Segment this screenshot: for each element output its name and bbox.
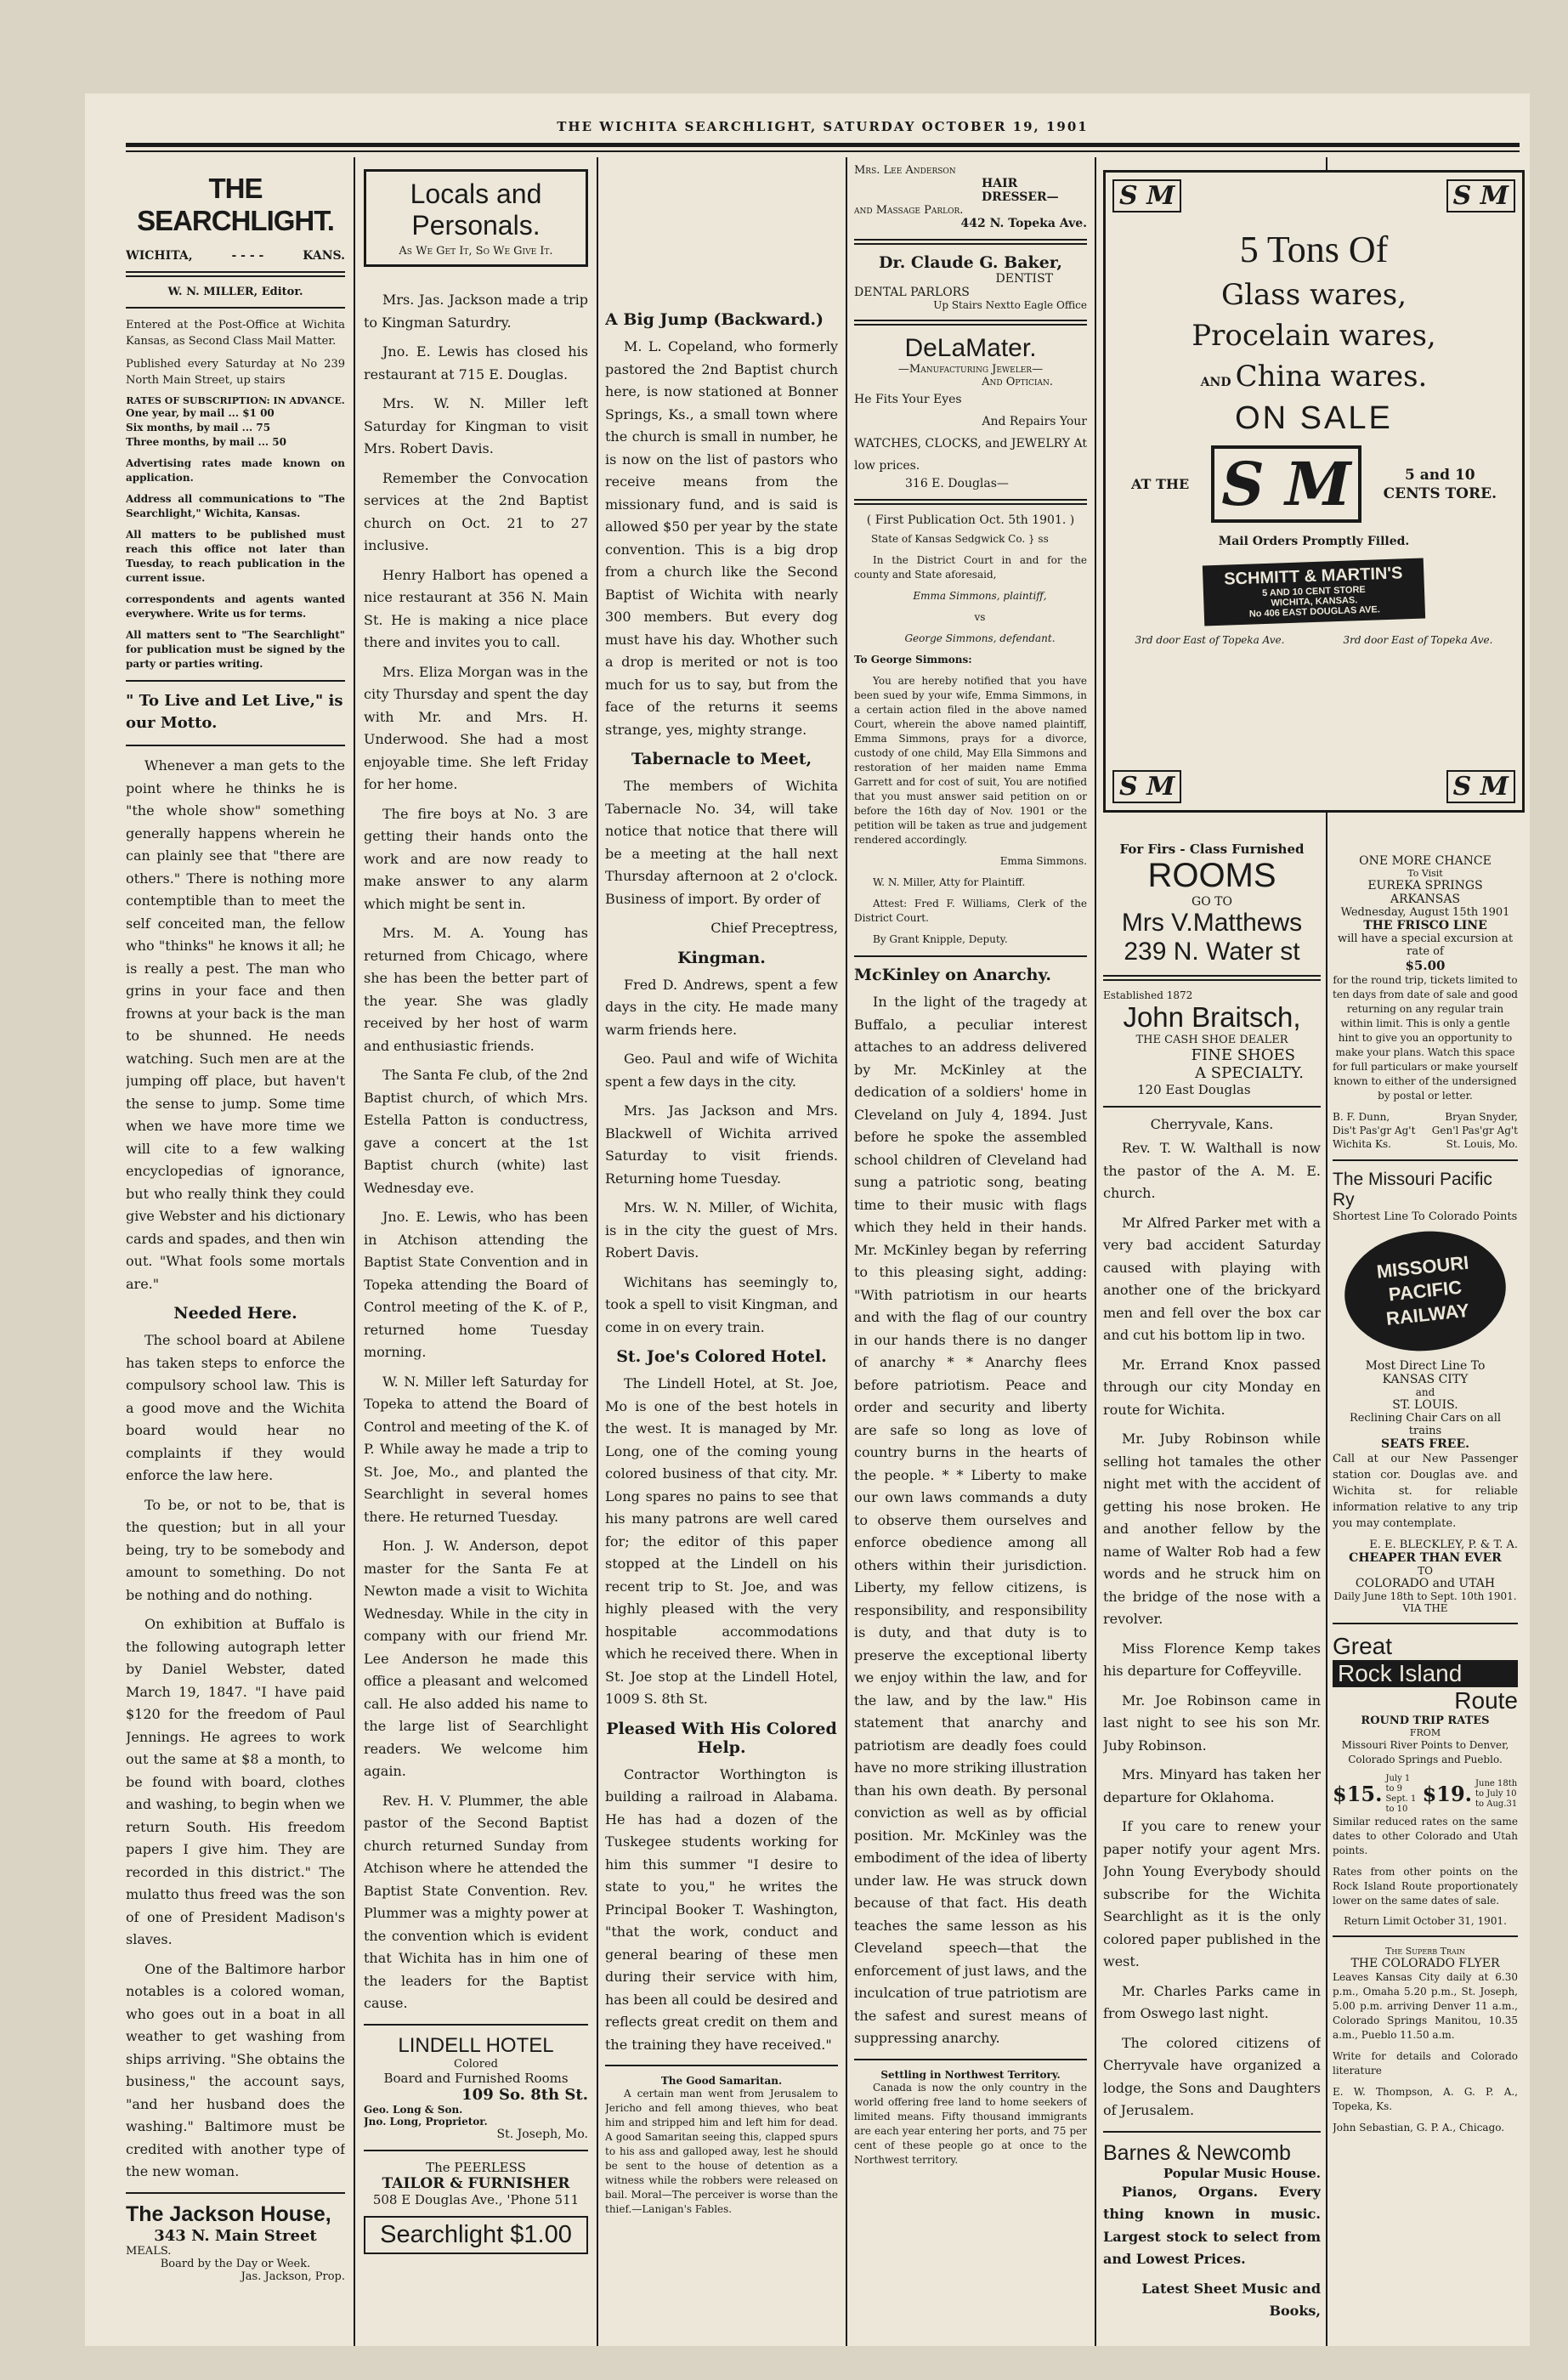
- mopac-title: The Missouri Pacific Ry: [1333, 1170, 1492, 1210]
- article-paragraph: M. L. Copeland, who formerly pastored the 2nd Baptist church here, is now stationed at Bonner Springs, Ks., a small town where the church is small in number, he is now on the list of pastors who receive means from the missionary fund, and is said is allowed $50 per year by the state convention. This is a big drop from a church like the Second Baptist of Wichita with nearly 300 members. But every dog must have his day. Whother such a drop is merited or not is too much for us to say, but from the face of the returns it seems strange, yes, mighty strange.: [605, 338, 838, 738]
- round-trip-rates: ROUND TRIP RATES: [1361, 1714, 1490, 1727]
- agent-dunn-title: Dis't Pas'gr Ag't: [1333, 1125, 1416, 1136]
- barnes-desc: Pianos, Organs. Every thing known in music. Largest stock to select from and Lowest Prices.: [1103, 2183, 1321, 2267]
- schmitt-city: WICHITA, KANSAS.: [1271, 595, 1358, 609]
- legal-body: You are hereby notified that you have been sued by your wife, Emma Simmons, in a certain action filed in the above named Court, wherein the above named plaintiff, Emma Simmons, prays for a divorce, custody of one child, May Ella Simmons and restoration of her maiden name Emma Garrett and for cost of suit, You are notified that you must answer said petition on or before the 16th day of Nov. 1901 or the petition will be taken as true and judgement rendered accordingly.: [854, 675, 1087, 846]
- locals-title: Locals and Personals.: [410, 178, 542, 241]
- barnes-books: Latest Sheet Music and Books,: [1141, 2280, 1321, 2319]
- rate-15-dates: July 1 to 9 Sept. 1 to 10: [1385, 1774, 1417, 1814]
- lindell-owner: Geo. Long & Son.: [364, 2103, 463, 2116]
- divider: [1333, 1159, 1518, 1161]
- column-5: [1103, 842, 1321, 2346]
- schmitt-name: SCHMITT & MARTIN'S: [1223, 564, 1403, 589]
- agent-dunn-city: Wichita Ks.: [1333, 1138, 1391, 1150]
- divider: [1333, 1935, 1518, 1937]
- door-note: 3rd door East of Topeka Ave.: [1135, 634, 1285, 646]
- to-visit: To Visit: [1407, 868, 1443, 879]
- cherryvale-item: Rev. T. W. Walthall is now the pastor of the A. M. E. church.: [1103, 1140, 1321, 1201]
- anderson-address: 442 N. Topeka Ave.: [960, 217, 1087, 230]
- lindell-board: Board and Furnished Rooms: [383, 2070, 569, 2086]
- eureka-springs: EUREKA SPRINGS ARKANSAS: [1367, 879, 1483, 906]
- lindell-title: LINDELL HOTEL: [398, 2033, 554, 2057]
- column-3: [605, 157, 838, 2346]
- glass-line: Glass wares,: [1220, 278, 1407, 312]
- mopac-shortest: Shortest Line To Colorado Points: [1333, 1210, 1518, 1223]
- jackson-house-meals: MEALS.: [126, 2244, 172, 2258]
- braitsch-address: 120 East Douglas: [1137, 1082, 1251, 1097]
- sm-logo: S M: [1446, 179, 1515, 212]
- rooms-name: Mrs V.Matthews: [1121, 909, 1303, 937]
- anderson-dresser: DRESSER—: [982, 190, 1059, 204]
- peerless-the: The PEERLESS: [426, 2159, 526, 2175]
- rooms-go: GO TO: [1192, 895, 1232, 909]
- dateline-dash: - - - -: [231, 249, 264, 263]
- article-paragraph: The Lindell Hotel, at St. Joe, Mo is one of the best hotels in the west. It is managed by Mr. Long, one of the coming young colored business of that city. Mr. Long spares no pains to see that his many patrons are well cared for; the editor of this paper stopped at the Lindell on his recent trip to St. Joe, and was highly pleased with the very hospitable accommodations which he received there. When in St. Joe stop at the Lindell Hotel, 1009 S. 8th St.: [605, 1375, 838, 1707]
- barnes-name: Barnes & Newcomb: [1103, 2140, 1291, 2165]
- cherryvale-item: Miss Florence Kemp takes his departure for Coffeyville.: [1103, 1640, 1321, 1679]
- cherryvale-heading: Cherryvale, Kans.: [1150, 1116, 1274, 1132]
- article-heading: A Big Jump (Backward.): [605, 310, 824, 329]
- rock-island-great: Great: [1333, 1633, 1393, 1659]
- locals-subtitle: As We Get It, So We Give It.: [399, 245, 553, 258]
- excursion-rate: will have a special excursion at rate of: [1337, 932, 1514, 958]
- local-item: W. N. Miller left Saturday for Topeka to attend the Board of Control and meeting of the K. of P. While away he made a trip to St. Joe, Mo., and planted the Searchlight in several homes there. He returned Tuesday.: [364, 1373, 588, 1525]
- article-paragraph: Geo. Paul and wife of Wichita spent a few days in the city.: [605, 1051, 838, 1090]
- superb-train: The Superb Train: [1385, 1946, 1465, 1957]
- sm-logo: S M: [1112, 770, 1181, 803]
- rate-15: $15.: [1333, 1782, 1383, 1806]
- legal-vs: vs: [974, 611, 986, 623]
- colorado-flyer: THE COLORADO FLYER: [1350, 1957, 1500, 1970]
- rates-heading: RATES OF SUBSCRIPTION: IN ADVANCE.: [126, 395, 345, 406]
- station-info: Call at our New Passenger station cor. Douglas ave. and Wichita st. for reliable information relative to any trip you may contemplate.: [1333, 1453, 1518, 1530]
- rates-points: Missouri River Points to Denver, Colorado Springs and Pueblo.: [1341, 1739, 1509, 1765]
- article-paragraph: Mrs. W. N. Miller, of Wichita, is in the city the guest of Mrs. Robert Davis.: [605, 1199, 838, 1261]
- baker-title: DENTIST: [995, 272, 1053, 286]
- signature: Chief Preceptress,: [710, 920, 838, 936]
- divider: [605, 2065, 838, 2066]
- cents-line: 5 and 10: [1405, 466, 1475, 484]
- excursion-date: Wednesday, August 15th 1901: [1340, 906, 1510, 919]
- via-the: VIA THE: [1402, 1602, 1448, 1614]
- searchlight-price: Searchlight $1.00: [380, 2220, 572, 2248]
- article-heading: Pleased With His Colored Help.: [606, 1719, 837, 1757]
- divider: [126, 2192, 345, 2194]
- agents-notice: correspondents and agents wanted everywhere. Write us for terms.: [126, 593, 345, 620]
- divider: [364, 2024, 588, 2026]
- similar-rates: Similar reduced rates on the same dates to other Colorado and Utah points.: [1333, 1816, 1518, 1856]
- tons-line: 5 Tons Of: [1239, 229, 1389, 270]
- searchlight-subscription-ad: [364, 2216, 588, 2254]
- direct-line: Most Direct Line To: [1365, 1359, 1486, 1373]
- legal-court: In the District Court in and for the county and State aforesaid,: [854, 554, 1087, 581]
- rock-island-route: Route: [1454, 1687, 1518, 1714]
- article-paragraph: To be, or not to be, that is the question; but in all your being, try to be somebody and amount to something. Do not be nothing and do nothing.: [126, 1496, 345, 1603]
- delamater-eyes: He Fits Your Eyes: [854, 393, 962, 406]
- article-heading: The Good Samaritan.: [660, 2075, 783, 2087]
- cherryvale-item: Mr. Juby Robinson while selling hot tamales the other night met with the accident of getting his nose broken. He and another fellow by the name of Walter Rob had a few words and he struck him on the bridge of the nose with a revolver.: [1103, 1431, 1321, 1627]
- daily-dates: Daily June 18th to Sept. 10th 1901.: [1333, 1590, 1517, 1602]
- local-item: Jno. E. Lewis, who has been in Atchison attending the Baptist State Convention and in Topeka attending the Board of Control meeting of the K. of P., returned home Tuesday morning.: [364, 1209, 588, 1360]
- signature-notice: All matters sent to "The Searchlight" for publication must be signed by the party or parties writing.: [126, 629, 345, 670]
- article-paragraph: A certain man went from Jerusalem to Jericho and fell among thieves, who beat him and stripped him and left him for dead. A good Samaritan seeing this, clapped spurs to his ass and galloped away, lest he should be sent to the house of detention as a witness while the robbers were released on bail. Moral—The perceiver is worse than the thief.—Lanigan's Fables.: [605, 2088, 838, 2215]
- cherryvale-item: Mr Alfred Parker met with a very bad accident Saturday caused with playing with another one of the brickyard men and fell over the box car and cut his bottom lip in two.: [1103, 1214, 1321, 1343]
- article-paragraph: The school board at Abilene has taken steps to enforce the compulsory school law. This is a good move and the Wichita board would hear no complaints if they would enforce the law here.: [126, 1332, 345, 1483]
- article-paragraph: In the light of the tragedy at Buffalo, a peculiar interest attaches to an address delivered by Mr. McKinley at the dedication of a soldiers' home in Cleveland on July 4, 1894. Just before he spoke the assembled school children of Cleveland had sung a patriotic song, beating time to their music with flags which they held in their hands. Mr. McKinley began by referring to this pleasing sight, adding: "With patriotism in our hearts and with the flag of our country in our hands there is no danger of anarchy * * Anarchy flees before patriotism. Peace and order and security and liberty are safe so long as love of country burns in the hearts of the people. * * Liberty to make our own laws commands a duty to observe them ourselves and enforce obedience among all others within their jurisdiction. Liberty, my fellow citizens, is responsibility, and responsibility is duty, and that duty is to preserve the exceptional liberty we enjoy within the law, and for the law, and by the law." His statement that anarchy and patriotism are deadly foes could have no more striking illustration than his own death. By personal conviction as well as by official position. Mr. McKinley was the embodiment of the idea of liberty under law. He was struck down because of that fact. His death teaches the same lesson as his Cleveland speech—that the enforcement of just laws, and the inculcation of true patriotism are the safest and surest means of suppressing anarchy.: [854, 994, 1087, 2046]
- rate-row: Six months, by mail ... 75: [126, 422, 271, 434]
- article-paragraph: Contractor Worthington is building a railroad in Alabama. He has had a dozen of the Tuskegee students working for him this summer "I desire to state to you," he writes the Principal Booker T. Washington, "that the work, conduct and general bearing of these men during their service with him, has been all could be desired and reflects great credit on them and the training they have received.": [605, 1765, 838, 2053]
- st-louis: ST. LOUIS.: [1392, 1398, 1458, 1412]
- rate-row: One year, by mail ... $1 00: [126, 407, 275, 419]
- local-item: Rev. H. V. Plummer, the able pastor of the Second Baptist church returned Sunday from Atchison where he attended the Baptist State Convention. Rev. Plummer was a mighty power at the convention which is evident that Wichita has in him one of the leaders for the Baptist cause.: [364, 1792, 588, 2011]
- legal-plaintiff: Emma Simmons, plaintiff,: [913, 590, 1047, 602]
- deadline-notice: All matters to be published must reach this office not later than Tuesday, to reach publication in the current issue.: [126, 529, 345, 584]
- article-paragraph: Mrs. Jas Jackson and Mrs. Blackwell of Wichita arrived Saturday to visit friends. Returning home Tuesday.: [605, 1102, 838, 1187]
- local-item: Mrs. Jas. Jackson made a trip to Kingman Saturdry.: [364, 292, 588, 331]
- legal-attest: Attest: Fred F. Williams, Clerk of the District Court.: [854, 898, 1087, 924]
- divider: [1333, 1623, 1518, 1624]
- and-word: and: [1415, 1386, 1435, 1398]
- local-item: The Santa Fe club, of the 2nd Baptist church, of which Mrs. Estella Patton is conductress, gave a concert at the 1st Baptist church (white) last Wednesday eve.: [364, 1067, 588, 1196]
- delamater-watches: WATCHES, CLOCKS, and JEWELRY At low prices.: [854, 437, 1087, 473]
- locals-banner: [364, 169, 588, 267]
- schmitt-store: 5 AND 10 CENT STORE: [1261, 584, 1366, 599]
- cherryvale-item: Mrs. Minyard has taken her departure for Oklahoma.: [1103, 1766, 1321, 1805]
- procelain-line: Procelain wares,: [1192, 319, 1436, 353]
- local-item: Mrs. W. N. Miller left Saturday for Kingman to visit Mrs. Robert Davis.: [364, 395, 588, 456]
- motto: " To Live and Let Live," is our Motto.: [126, 692, 343, 732]
- jackson-house-address: 343 N. Main Street: [154, 2226, 317, 2245]
- divider: [854, 239, 1087, 245]
- agent-snyder-city: St. Louis, Mo.: [1446, 1138, 1518, 1150]
- dateline-city: WICHITA,: [126, 249, 193, 263]
- lindell-proprietor: Jno. Long, Proprietor.: [364, 2115, 488, 2128]
- braitsch-specialty: A SPECIALTY.: [1195, 1064, 1304, 1082]
- rooms-intro: For Firs - Class Furnished: [1119, 842, 1305, 857]
- rooms-address: 239 N. Water st: [1124, 938, 1300, 966]
- baker-name: Dr. Claude G. Baker,: [878, 253, 1063, 272]
- frisco-line: THE FRISCO LINE: [1363, 919, 1487, 932]
- bleckley: E. E. BLECKLEY, P. & T. A.: [1369, 1538, 1518, 1551]
- chance-heading: ONE MORE CHANCE: [1359, 854, 1492, 868]
- rate-19: $19.: [1422, 1782, 1473, 1806]
- sebastian: John Sebastian, G. P. A., Chicago.: [1333, 2122, 1505, 2134]
- cherryvale-item: If you care to renew your paper notify your agent Mrs. John Young Everybody should subscribe for the Wichita Searchlight as it is the only colored paper published in the west.: [1103, 1818, 1321, 1969]
- excursion-price: $5.00: [1405, 958, 1446, 973]
- sm-big-logo: S M: [1211, 445, 1361, 523]
- column-rule: [1095, 157, 1096, 2346]
- peerless-line: TAILOR & FURNISHER: [382, 2174, 570, 2192]
- legal-defendant: George Simmons, defendant.: [904, 632, 1056, 644]
- lindell-colored: Colored: [454, 2057, 498, 2071]
- divider: [126, 271, 345, 277]
- sm-store-ad: [1103, 170, 1525, 813]
- cents-store: CENTS TORE.: [1383, 484, 1497, 502]
- page-header: THE WICHITA SEARCHLIGHT, SATURDAY OCTOBER 19, 1901: [557, 119, 1089, 134]
- legal-state: State of Kansas Sedgwick Co. } ss: [871, 533, 1049, 545]
- agent-snyder-title: Gen'l Pas'gr Ag't: [1431, 1125, 1518, 1136]
- delamater-optician: And Optician.: [982, 376, 1053, 388]
- article-paragraph: One of the Baltimore harbor notables is a colored woman, who goes out in a boat in all weather to get washing from ships arriving. "She obtains the business," the account says, "and her husband does the washing." Baltimore must be credited with another type of the new woman.: [126, 1960, 345, 2179]
- thompson: E. W. Thompson, A. G. P. A., Topeka, Ks.: [1333, 2086, 1518, 2112]
- kansas-city: KANSAS CITY: [1382, 1373, 1469, 1386]
- article-heading: Needed Here.: [173, 1304, 297, 1323]
- cherryvale-item: Mr. Errand Knox passed through our city Monday en route for Wichita.: [1103, 1356, 1321, 1418]
- column-rule: [846, 157, 847, 2346]
- article-heading: St. Joe's Colored Hotel.: [616, 1347, 827, 1366]
- seats-free: SEATS FREE.: [1380, 1437, 1470, 1451]
- legal-attorney: W. N. Miller, Atty for Plaintiff.: [873, 876, 1026, 888]
- delamater-address: 316 E. Douglas—: [905, 477, 1009, 490]
- divider: [854, 499, 1087, 505]
- on-sale: ON SALE: [1235, 400, 1393, 436]
- sm-logo: S M: [1446, 770, 1515, 803]
- china-line: China wares.: [1235, 360, 1428, 394]
- and-word: AND: [1200, 376, 1231, 389]
- article-paragraph: Wichitans has seemingly to, took a spell to visit Kingman, and come in on every train.: [605, 1273, 838, 1335]
- paper-title: THE SEARCHLIGHT.: [137, 173, 334, 236]
- cherryvale-item: Mr. Charles Parks came in from Oswego last night.: [1103, 1982, 1321, 2021]
- braitsch-shoes: FINE SHOES: [1191, 1046, 1295, 1064]
- delamater-jeweler: —Manufacturing Jeweler—: [897, 363, 1044, 376]
- baker-parlors: DENTAL PARLORS: [854, 286, 970, 299]
- local-item: Hon. J. W. Anderson, depot master for the Santa Fe at Newton made a visit to Wichita Wednesday. While in the city in company with our friend Mr. Lee Anderson he made this office a pleasant and welcomed call. He also added his name to the large list of Searchlight readers. We welcome him again.: [364, 1538, 588, 1779]
- divider: [126, 745, 345, 746]
- delamater-name: DeLaMater.: [904, 334, 1037, 362]
- return-limit: Return Limit October 31, 1901.: [1344, 1915, 1507, 1927]
- column-1: [126, 157, 345, 2346]
- schmitt-address: No 406 EAST DOUGLAS AVE.: [1248, 604, 1380, 620]
- to-word: TO: [1418, 1565, 1433, 1577]
- lindell-address: 109 So. 8th St.: [461, 2085, 588, 2104]
- entered-notice: Entered at the Post-Office at Wichita Kansas, as Second Class Mail Matter.: [126, 319, 345, 348]
- rate-19-dates: June 18th to July 10 to Aug.31: [1475, 1779, 1518, 1809]
- delamater-repairs: And Repairs Your: [982, 415, 1087, 428]
- rooms-title: ROOMS: [1147, 857, 1276, 894]
- column-4: [854, 157, 1087, 2346]
- divider: [126, 307, 345, 309]
- article-heading: McKinley on Anarchy.: [854, 966, 1051, 984]
- emblem-line: RAILWAY: [1384, 1299, 1471, 1329]
- article-paragraph: Whenever a man gets to the point where he thinks he is "the whole show" something generally happens wherein he can plainly see that "there are others." There is nothing more contemptible than to meet the self conceited man, the fellow who "thinks" he knows it all; he is really a pest. The man who grins in your face and then frowns at your back is the man to be shunned. He needs watching. Such men are at the jumping off place, but haven't the sense to jump. Some time when we have more time we will cite to a few walking encyclopedias of ignorance, but who really think they could give Webster and his dictionary cards and spades, and then win out. "What fools some mortals are.": [126, 757, 345, 1292]
- divider: [1103, 975, 1321, 981]
- divider: [1103, 1106, 1321, 1108]
- at-the: AT THE: [1131, 476, 1190, 492]
- agent-dunn: B. F. Dunn,: [1333, 1111, 1390, 1123]
- column-2: [364, 157, 588, 2346]
- rate-row: Three months, by mail ... 50: [126, 436, 286, 448]
- established: Established 1872: [1103, 989, 1193, 1001]
- cherryvale-item: The colored citizens of Cherryvale have organized a lodge, the Sons and Daughters of Jerusalem.: [1103, 2034, 1321, 2118]
- cheaper-than-ever: CHEAPER THAN EVER: [1349, 1551, 1502, 1565]
- header-rule-thin: [126, 150, 1520, 152]
- baker-location: Up Stairs Nextto Eagle Office: [933, 299, 1087, 311]
- header-rule: [126, 143, 1520, 147]
- peerless-address: 508 E Douglas Ave., 'Phone 511: [372, 2191, 580, 2207]
- sm-logo: S M: [1112, 179, 1181, 212]
- article-paragraph: Canada is now the only country in the world offering free land to home seekers of limited means. Fifty thousand immigrants are each year entering her ports, and 75 per cent of these people go at once to the Northwest territory.: [854, 2081, 1087, 2166]
- anderson-hair: HAIR: [982, 177, 1018, 190]
- article-heading: Tabernacle to Meet,: [631, 750, 812, 768]
- reclining-cars: Reclining Chair Cars on all trains: [1349, 1412, 1502, 1437]
- legal-to: To George Simmons:: [854, 654, 972, 666]
- article-heading: Kingman.: [677, 948, 766, 967]
- legal-signature: Emma Simmons.: [999, 855, 1087, 867]
- article-heading: Settling in Northwest Territory.: [880, 2068, 1061, 2081]
- emblem-line: MISSOURI: [1375, 1251, 1470, 1283]
- door-note: 3rd door East of Topeka Ave.: [1343, 634, 1493, 646]
- divider: [854, 320, 1087, 326]
- flyer-schedule: Leaves Kansas City daily at 6.30 p.m., Omaha 5.20 p.m., St. Joseph, 5.00 p.m. arriving Denver 11 a.m., Colorado Springs Manitou, 10.35 a.m., Pueblo 11.50 a.m.: [1333, 1971, 1518, 2041]
- barnes-music: Popular Music House.: [1163, 2165, 1321, 2181]
- jackson-house-title: The Jackson House,: [126, 2202, 331, 2226]
- from-word: FROM: [1409, 1727, 1441, 1738]
- column-rule: [354, 157, 355, 2346]
- other-rates: Rates from other points on the Rock Island Route proportionately lower on the same dates of sale.: [1333, 1866, 1518, 1907]
- divider: [364, 2150, 588, 2151]
- agent-snyder: Bryan Snyder,: [1445, 1111, 1518, 1123]
- article-paragraph: The members of Wichita Tabernacle No. 34, will take notice that notice that there will be a meeting at the hall next Thursday afternoon at 2 o'clock. Business of import. By order of: [605, 778, 838, 907]
- missouri-pacific-emblem: [1339, 1223, 1512, 1358]
- local-item: Mrs. M. A. Young has returned from Chicago, where she has been the better part of the year. She was gladly received by her host of warm and enthusiastic friends.: [364, 925, 588, 1054]
- legal-deputy: By Grant Knipple, Deputy.: [873, 933, 1008, 945]
- dateline: [126, 249, 345, 263]
- anderson-name: Mrs. Lee Anderson: [854, 164, 956, 177]
- divider: [854, 955, 1087, 957]
- local-item: Remember the Convocation services at the 2nd Baptist church on Oct. 21 to 27 inclusive.: [364, 469, 588, 553]
- editor-line: W. N. MILLER, Editor.: [167, 286, 303, 298]
- cherryvale-item: Mr. Joe Robinson came in last night to see his son Mr. Juby Robinson.: [1103, 1692, 1321, 1754]
- local-item: Henry Halbort has opened a nice restaurant at 356 N. Main St. He is making a nice place there and invites you to call.: [364, 566, 588, 650]
- column-6: [1333, 854, 1518, 2346]
- local-item: Jno. E. Lewis has closed his restaurant at 715 E. Douglas.: [364, 343, 588, 382]
- jackson-house-board: Board by the Day or Week.: [160, 2257, 311, 2270]
- lindell-city: St. Joseph, Mo.: [496, 2127, 588, 2141]
- anderson-massage: and Massage Parlor.: [854, 204, 964, 217]
- mail-orders: Mail Orders Promptly Filled.: [1218, 535, 1410, 548]
- advertising-notice: Advertising rates made known on application.: [126, 457, 345, 484]
- emblem-line: PACIFIC: [1387, 1276, 1463, 1306]
- article-paragraph: Fred D. Andrews, spent a few days in the city. He made many warm friends here.: [605, 976, 838, 1038]
- article-paragraph: On exhibition at Buffalo is the following autograph letter by Daniel Webster, dated March 19, 1847. "I have paid $120 for the freedom of Paul Jennings. He agrees to work out the same at $8 a month, to be found with board, clothes and washing, to begin when we return South. His freedom papers I give him. They are recorded in this district." The mulatto thus freed was the son of one of President Madison's slaves.: [126, 1616, 345, 1947]
- legal-first-publication: ( First Publication Oct. 5th 1901. ): [866, 513, 1075, 527]
- braitsch-dealer: THE CASH SHOE DEALER: [1135, 1034, 1288, 1046]
- write-details: Write for details and Colorado literature: [1333, 2050, 1518, 2077]
- divider: [854, 2059, 1087, 2060]
- divider: [126, 680, 345, 682]
- published-notice: Published every Saturday at No 239 North Main Street, up stairs: [126, 358, 345, 387]
- excursion-details: for the round trip, tickets limited to ten days from date of sale and good returning on any regular train within limit. This is only a gentle hint to give you an opportunity to make your plans. Watch this space for full particulars or make yourself known to either of the undersigned by postal or letter.: [1333, 974, 1518, 1102]
- divider: [1103, 2131, 1321, 2133]
- column-rule: [597, 157, 598, 2346]
- address-notice: Address all communications to "The Searchlight," Wichita, Kansas.: [126, 493, 345, 519]
- local-item: Mrs. Eliza Morgan was in the city Thursday and spent the day with Mr. and Mrs. H. Underwood. She had a most enjoyable time. She left Friday for her home.: [364, 663, 588, 792]
- schmitt-martin-logo: [1203, 558, 1425, 626]
- local-item: The fire boys at No. 3 are getting their hands onto the work and are now ready to make answer to any alarm which might be sent in.: [364, 805, 588, 912]
- rock-island-name: Rock Island: [1333, 1660, 1518, 1687]
- colorado-utah: COLORADO and UTAH: [1355, 1577, 1496, 1590]
- dateline-state: KANS.: [303, 249, 345, 263]
- jackson-house-prop: Jas. Jackson, Prop.: [241, 2270, 345, 2283]
- braitsch-name: John Braitsch,: [1123, 1001, 1301, 1033]
